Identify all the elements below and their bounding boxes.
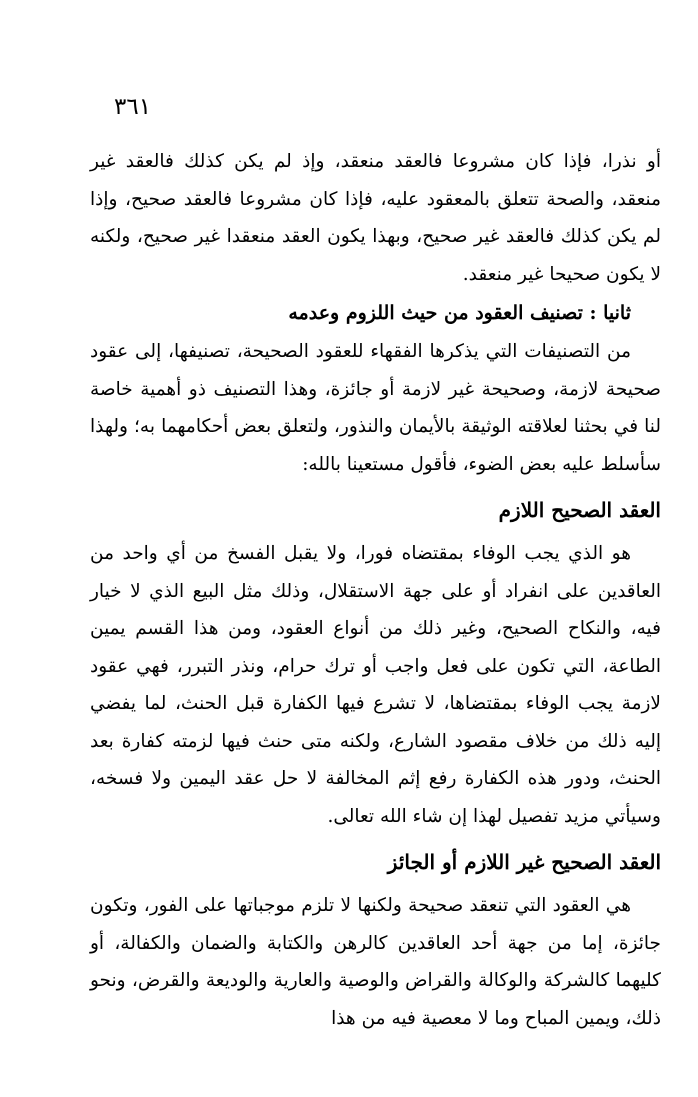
subheading-binding-valid-contract: العقد الصحيح اللازم — [498, 498, 661, 522]
paragraph-nonbinding-valid-contract: هي العقود التي تنعقد صحيحة ولكنها لا تلزم موجباتها على الفور، وتكون جائزة، إما من جهة أحد العاقدين كالرهن والكتابة والضمان والكفالة، أو كليهما كالشركة والوكالة والقراض والوصية والعارية والوديعة والقرض، ونحو ذلك، ويمين المباح وما لا معصية فيه من هذا — [90, 895, 661, 1029]
page-body — [90, 143, 661, 1037]
subheading-nonbinding-valid-contract: العقد الصحيح غير اللازم أو الجائز — [387, 850, 661, 874]
section-heading-binding-classification: ثانيا : تصنيف العقود من حيث اللزوم وعدمه — [288, 302, 631, 324]
page-number: ٣٦١ — [114, 94, 152, 120]
paragraph-binding-valid-contract: هو الذي يجب الوفاء بمقتضاه فورا، ولا يقبل الفسخ من أي واحد من العاقدين على انفراد أو على جهة الاستقلال، وذلك مثل البيع الذي لا خيار فيه، والنكاح الصحيح، وغير ذلك من أنواع العقود، ومن هذا القسم يمين الطاعة، التي تكون على فعل واجب أو ترك حرام، ونذر التبرر، فهي عقود لازمة يجب الوفاء بمقتضاها، لا تشرع فيها الكفارة قبل الحنث، لما يفضي إليه ذلك من خلاف مقصود الشارع، ولكنه متى حنث فيها لزمته كفارة بعد الحنث، ودور هذه الكفارة رفع إثم المخالفة لا حل عقد اليمين ولا فسخه، وسيأتي مزيد تفصيل لهذا إن شاء الله تعالى. — [90, 543, 661, 827]
paragraph-classification-intro: من التصنيفات التي يذكرها الفقهاء للعقود الصحيحة، تصنيفها، إلى عقود صحيحة لازمة، وصحيحة غير لازمة أو جائزة، وهذا التصنيف ذو أهمية خاصة لنا في بحثنا لعلاقته الوثيقة بالأيمان والنذور، ولتعلق بعض أحكامهما به؛ ولهذا سأسلط عليه بعض الضوء، فأقول مستعينا بالله: — [90, 341, 661, 475]
paragraph-contract-validity: أو نذرا، فإذا كان مشروعا فالعقد منعقد، وإذ لم يكن كذلك فالعقد غير منعقد، والصحة تتعلق بالمعقود عليه، فإذا كان مشروعا فالعقد صحيح، وإذا لم يكن كذلك فالعقد غير صحيح، وبهذا يكون العقد منعقدا غير صحيح، ولكنه لا يكون صحيحا غير منعقد. — [90, 151, 661, 285]
